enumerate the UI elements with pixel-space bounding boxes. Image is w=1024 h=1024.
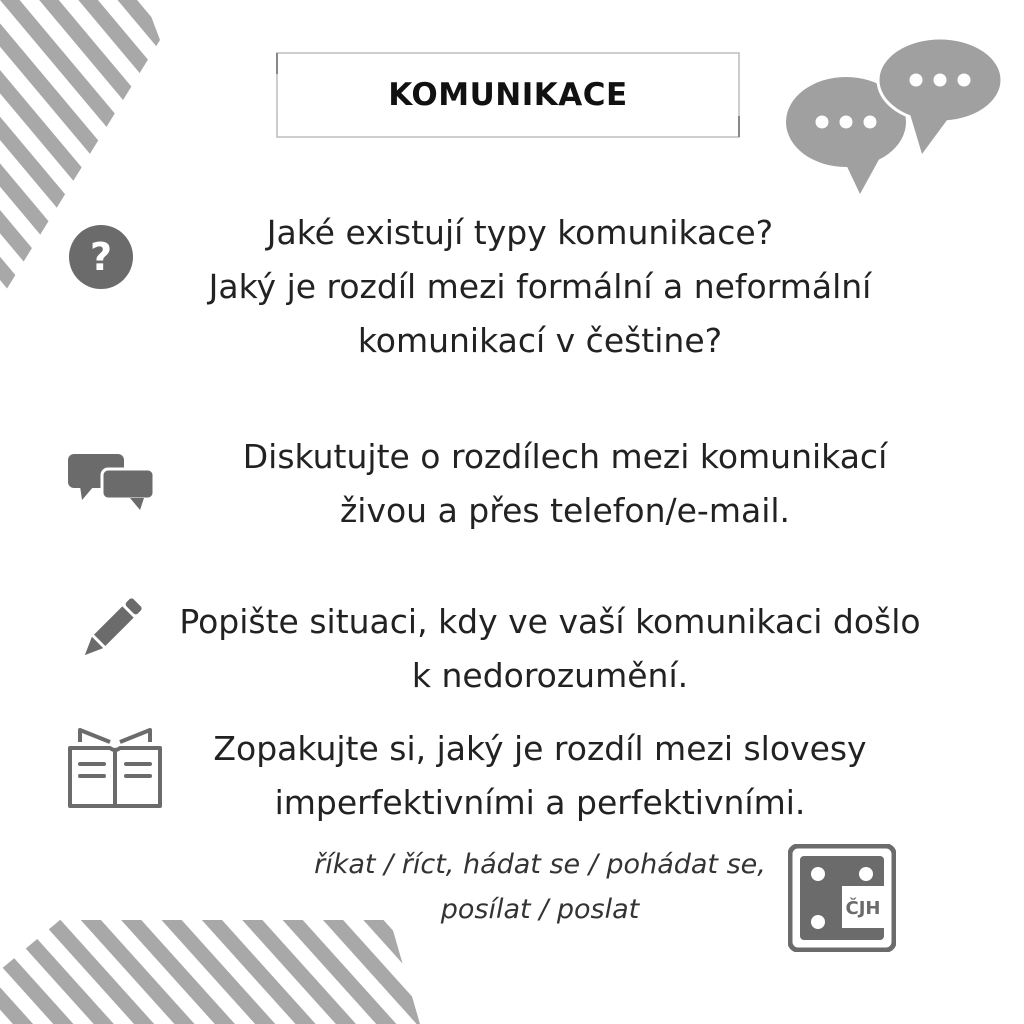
cjh-logo-text: ČJH	[845, 898, 881, 919]
question-text: Jaké existují typy komunikace? Jaký je rozdíl mezi formální a neformální komunikací v češtine?	[208, 213, 872, 360]
open-book-icon	[66, 724, 164, 812]
page-title: KOMUNIKACE	[388, 77, 628, 113]
verb-examples: říkat / říct, hádat se / pohádat se, posílat / poslat	[314, 849, 766, 925]
bottom-left-stripes-decoration	[0, 920, 420, 1024]
pencil-icon	[78, 596, 144, 662]
discussion-text: Diskutujte o rozdílech mezi komunikací živou a přes telefon/e-mail.	[242, 437, 888, 530]
svg-text:?: ?	[89, 235, 113, 279]
cjh-logo-icon	[788, 844, 896, 952]
describe-text: Popište situaci, kdy ve vaší komunikaci došlo k nedorozumění.	[179, 602, 921, 695]
question-circle-icon	[68, 224, 134, 290]
speech-bubbles-icon	[782, 36, 1006, 198]
chat-bubbles-icon	[68, 452, 156, 512]
grammar-text: Zopakujte si, jaký je rozdíl mezi slovesy imperfektivními a perfektivními.	[213, 729, 867, 822]
